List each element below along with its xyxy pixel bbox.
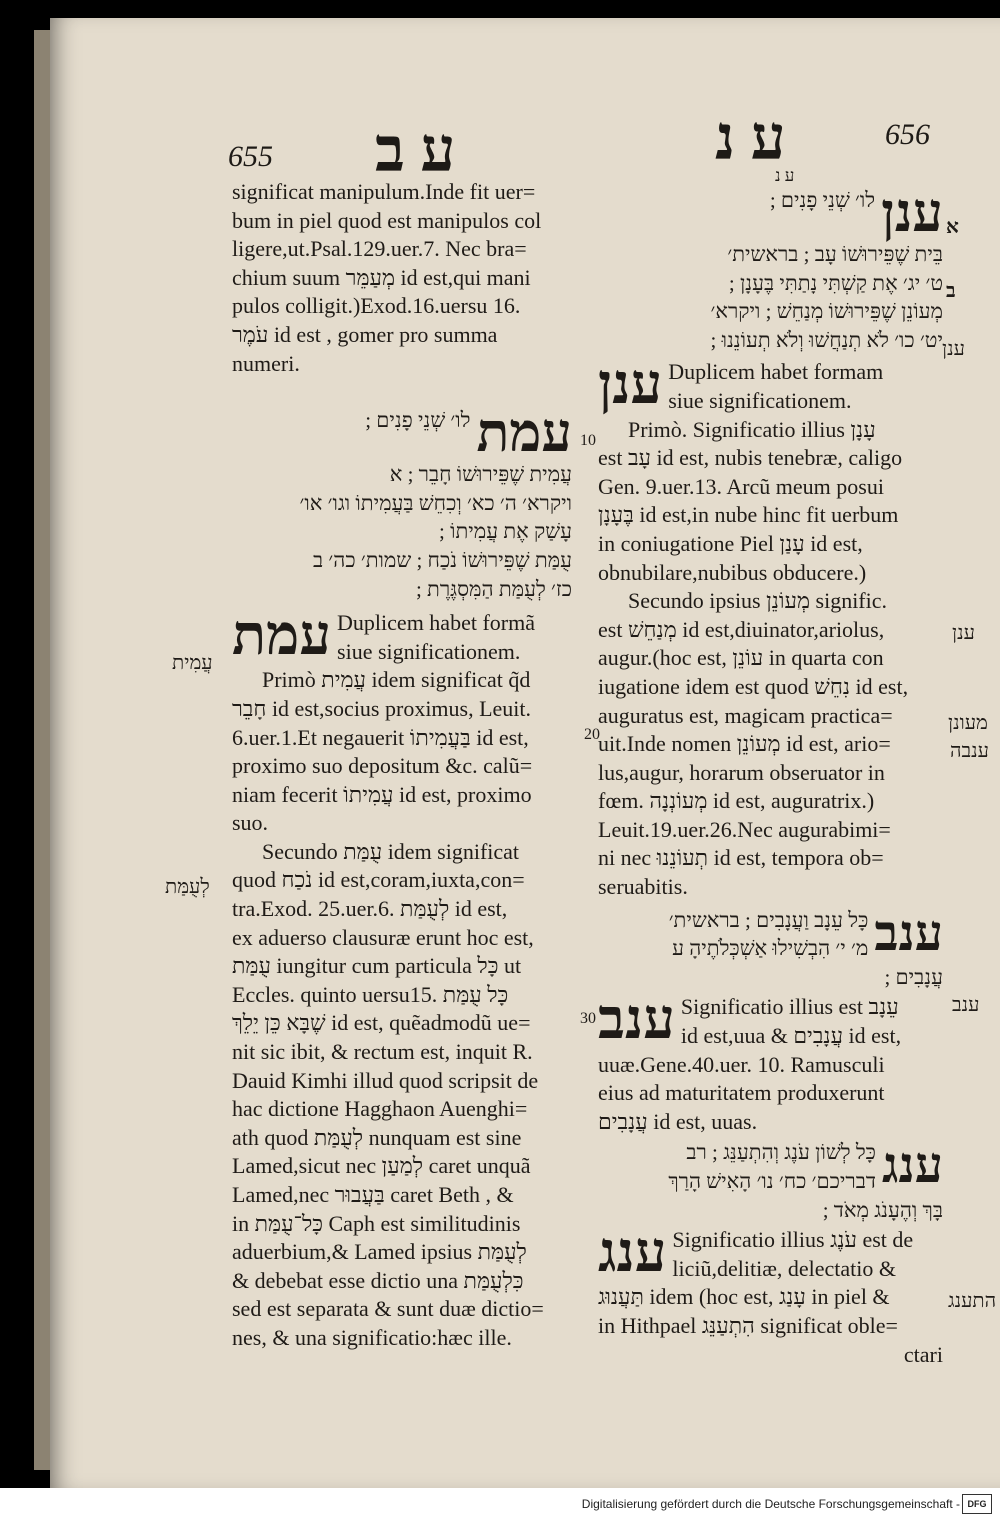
text-line: uit.Inde nomen מְעוֹנֵן id est, ario= bbox=[598, 731, 891, 757]
page-number-left: 655 bbox=[228, 140, 273, 173]
hebrew-line: עֲנָבִים ; bbox=[884, 964, 943, 989]
text-line: est עָב id est, nubis tenebræ, caligo bbox=[598, 445, 903, 471]
text-line: חָבֵר id est,socius proximus, Leuit. bbox=[232, 695, 532, 721]
text-line: seruabitis. bbox=[598, 874, 688, 900]
hebrew-line: מ׳ י׳ הִבְשִׁילוּ אַשְׁכְּלֹתֶיהָ ע bbox=[672, 936, 869, 961]
text-line: עֻמַּת iungitur cum particula כָּל ut bbox=[232, 953, 522, 979]
text-line: 6.uer.1.Et negauerit בַּעֲמִיתוֹ id est, bbox=[232, 724, 529, 750]
text-line: שֶׁבָּא כֵּן יֵלֵךְ id est, quẽadmodũ ue= bbox=[232, 1010, 531, 1036]
hebrew-line: לו׳ שְׁנֵי פָנִים ; bbox=[365, 408, 471, 433]
entry-big-heading: ענב bbox=[598, 989, 675, 1052]
text-line: ex aduerso clausuræ erunt hoc est, bbox=[232, 924, 534, 950]
text-line: תַּעֲנוּג idem (hoc est, עָנַג in piel & bbox=[598, 1284, 890, 1310]
text-line: Duplicem habet formã bbox=[337, 610, 535, 636]
line-number: 10 bbox=[580, 432, 596, 449]
footer-bar bbox=[0, 1488, 1000, 1519]
entry-heading: ענב bbox=[874, 904, 943, 961]
hebrew-line: לו׳ שְׁנֵי פָנִים ; bbox=[769, 188, 876, 212]
margin-note: לְעֻמַּת bbox=[165, 876, 210, 898]
text-line: & debebat esse dictio una כִּלְעֻמַּת bbox=[232, 1267, 524, 1293]
hebrew-line: כָּל לְשׁוֹן עֹנֶג וְהִתְעַנֵּג ; רב bbox=[686, 1140, 876, 1165]
margin-note: ענן bbox=[952, 622, 975, 644]
entry-big-heading: ענג bbox=[598, 1222, 667, 1285]
text-line: in coniugatione Piel עָנַן id est, bbox=[598, 530, 863, 556]
entry-heading: עמת bbox=[476, 403, 572, 464]
text-line: pulos colligit.)Exod.16.uersu 16. bbox=[232, 293, 521, 319]
text-line: Dauid Kimhi illud quod scripsit de bbox=[232, 1067, 539, 1093]
hebrew-line: מְעוֹנֵן שֶׁפֵּירוּשׁוֹ מְנַחֵשׁ ; ויקרא׳ bbox=[710, 299, 943, 324]
entry-heading: ענג bbox=[881, 1137, 943, 1194]
line-number: 30 bbox=[580, 1010, 596, 1027]
text-line: עֲנָבִים id est, uuas. bbox=[598, 1108, 758, 1134]
hebrew-line: עֻמַּת שֶׁפֵּירוּשׁוֹ נֹכַח ; שמות׳ כה׳ ב bbox=[313, 547, 572, 572]
text-line: nit sic ibit, & rectum est, inquit R. bbox=[232, 1039, 533, 1065]
text-line: quod נֹכַח id est,coram,iuxta,con= bbox=[232, 867, 525, 893]
dfg-logo: DFG bbox=[962, 1494, 992, 1514]
text-line: in Hithpael הִתְעַנֵּג significat oble= bbox=[598, 1312, 898, 1338]
text-line: id est,uua & עֲנָבִים id est, bbox=[680, 1023, 902, 1049]
text-line: sed est separata & sunt duæ dictio= bbox=[232, 1296, 544, 1322]
hebrew-line: עָשַׁק אֶת עֲמִיתוֹ ; bbox=[438, 519, 572, 544]
page-header-left: ע ב bbox=[375, 117, 456, 185]
text-line: proximo suo depositum &c. calũ= bbox=[232, 753, 533, 779]
text-line: Primò עֲמִית idem significat q̃d bbox=[262, 667, 531, 693]
text-line: Gen. 9.uer.13. Arcũ meum posui bbox=[598, 473, 884, 499]
text-line: Eccles. quinto uersu15. כָּל עֻמַּת bbox=[232, 981, 509, 1007]
hebrew-line: בֵּית שֶׁפֵּירוּשׁוֹ עָב ; בראשית׳ bbox=[727, 242, 943, 266]
hebrew-line: כָּל עֵנָב וַעֲנָבִים ; בראשית׳ bbox=[668, 907, 869, 932]
text-line: obnubilare,nubibus obducere.) bbox=[598, 559, 867, 585]
text-line: Secundo ipsius מְעוֹנֵן signific. bbox=[628, 588, 888, 614]
margin-note: עֲמִית bbox=[172, 652, 213, 674]
text-line: hac dictione Hagghaon Auenghi= bbox=[232, 1096, 528, 1122]
hebrew-line: יט׳ כו׳ לֹא תְנַחֲשׁוּ וְלֹא תְעוֹנֵנוּ ; bbox=[710, 327, 943, 352]
hebrew-line: בָּךְ וְהֶעָנֹג מְאֹד ; bbox=[822, 1197, 943, 1222]
text-line: auguratus est, magicam practica= bbox=[598, 702, 893, 728]
small-header: ע נ bbox=[775, 166, 795, 185]
entry-heading: ענן bbox=[881, 183, 943, 243]
text-line: Leuit.19.uer.26.Nec augurabimi= bbox=[598, 816, 891, 842]
text-line: iugatione idem est quod נִחֵשׁ id est, bbox=[598, 673, 909, 699]
text-line: בֶּעָנָן id est,in nube hinc fit uerbum bbox=[598, 502, 899, 528]
hebrew-line: עֲמִית שֶׁפֵּירוּשׁוֹ חָבֵר ; א bbox=[389, 462, 572, 487]
hebrew-line: כז׳ לְעֻמַּת הַמִּסְגֶּרֶת ; bbox=[415, 576, 572, 601]
text-line: liciũ,delitiæ, delectatio & bbox=[672, 1255, 896, 1281]
entry-big-heading: עמת bbox=[232, 605, 332, 668]
text-line: Duplicem habet formam bbox=[668, 359, 884, 385]
hebrew-line: דבריכם׳ כח׳ נו׳ הָאִישׁ הָרַךְ bbox=[668, 1169, 876, 1193]
text-line: siue significationem. bbox=[337, 638, 521, 664]
text-line: chium suum מְעַמֵּר id est,qui mani bbox=[232, 264, 531, 290]
text-line: Lamed,nec בַּעֲבוּר caret Beth , & bbox=[232, 1182, 514, 1207]
text-line: in כָּל־עֻמַּת Caph est similitudinis bbox=[232, 1210, 521, 1236]
text-line: tra.Exod. 25.uer.6. לְעֻמַּת id est, bbox=[232, 896, 508, 922]
margin-note: ענב bbox=[952, 994, 980, 1016]
text-line: augur.(hoc est, עוֹנֵן in quarta con bbox=[598, 645, 884, 671]
page-number-right: 656 bbox=[885, 118, 930, 151]
text-line: Lamed,sicut nec לְמַעַן caret unquã bbox=[232, 1153, 531, 1179]
text-line: significat manipulum.Inde fit uer= bbox=[232, 179, 536, 204]
right-column bbox=[598, 183, 943, 1369]
text-line: ctari bbox=[903, 1341, 943, 1367]
margin-letter: א bbox=[946, 216, 959, 238]
text-line: uuæ.Gene.40.uer. 10. Ramusculi bbox=[598, 1051, 885, 1077]
text-line: est מְנַחֵשׁ id est,diuinator,ariolus, bbox=[598, 616, 885, 642]
text-line: ligere,ut.Psal.129.uer.7. Nec bra= bbox=[232, 236, 527, 262]
text-line: Significatio illius עֹנֶג est de bbox=[672, 1227, 914, 1253]
text-line: fœm. מְעוֹנְנָה id est, auguratrix.) bbox=[598, 788, 875, 814]
hebrew-line: ט׳ יג׳ אֶת קַשְׁתִּי נָתַתִּי בֶּעָנָן ; bbox=[728, 270, 943, 295]
text-line: eius ad maturitatem produxerunt bbox=[598, 1080, 885, 1106]
text-line: numeri. bbox=[232, 350, 300, 376]
text-line: ni nec תְעוֹנֵנוּ id est, tempora ob= bbox=[598, 845, 884, 871]
margin-note: ענן bbox=[942, 338, 965, 360]
margin-note: התענג bbox=[948, 1290, 997, 1312]
text-line: lus,augur, horarum obseruator in bbox=[598, 759, 885, 785]
text-line: ath quod לְעֻמַּת nunquam est sine bbox=[232, 1124, 522, 1150]
text-line: Primò. Significatio illius עָנָן bbox=[628, 416, 876, 442]
text-line: suo. bbox=[232, 810, 269, 836]
text-line: siue significationem. bbox=[668, 387, 852, 413]
line-number: 20 bbox=[584, 726, 600, 743]
margin-note: מעונן bbox=[948, 712, 988, 734]
hebrew-line: ויקרא׳ ה׳ כא׳ וְכִחֵשׁ בַּעֲמִיתוֹ וגו׳ או׳ bbox=[299, 490, 572, 515]
text-line: nes, & una significatio:hæc ille. bbox=[232, 1324, 512, 1350]
margin-note: ענבה bbox=[950, 740, 989, 762]
left-column bbox=[232, 178, 572, 1353]
text-line: bum in piel quod est manipulos col bbox=[232, 207, 542, 233]
text-line: Significatio illius est עֵנָב bbox=[680, 994, 899, 1020]
text-line: עֹמֶר id est , gomer pro summa bbox=[232, 321, 498, 347]
page-header-right: ע נ bbox=[715, 105, 786, 173]
text-line: niam fecerit עֲמִיתוֹ id est, proximo bbox=[232, 781, 532, 807]
text-line: Secundo עֻמַּת idem significat bbox=[262, 838, 520, 864]
margin-letter: ב bbox=[946, 280, 956, 302]
text-line: aduerbium,& Lamed ipsius לְעֻמַּת bbox=[232, 1239, 527, 1265]
footer-text: Digitalisierung gefördert durch die Deutsche Forschungsgemeinschaft - bbox=[581, 1497, 960, 1511]
entry-big-heading: ענן bbox=[598, 354, 663, 417]
